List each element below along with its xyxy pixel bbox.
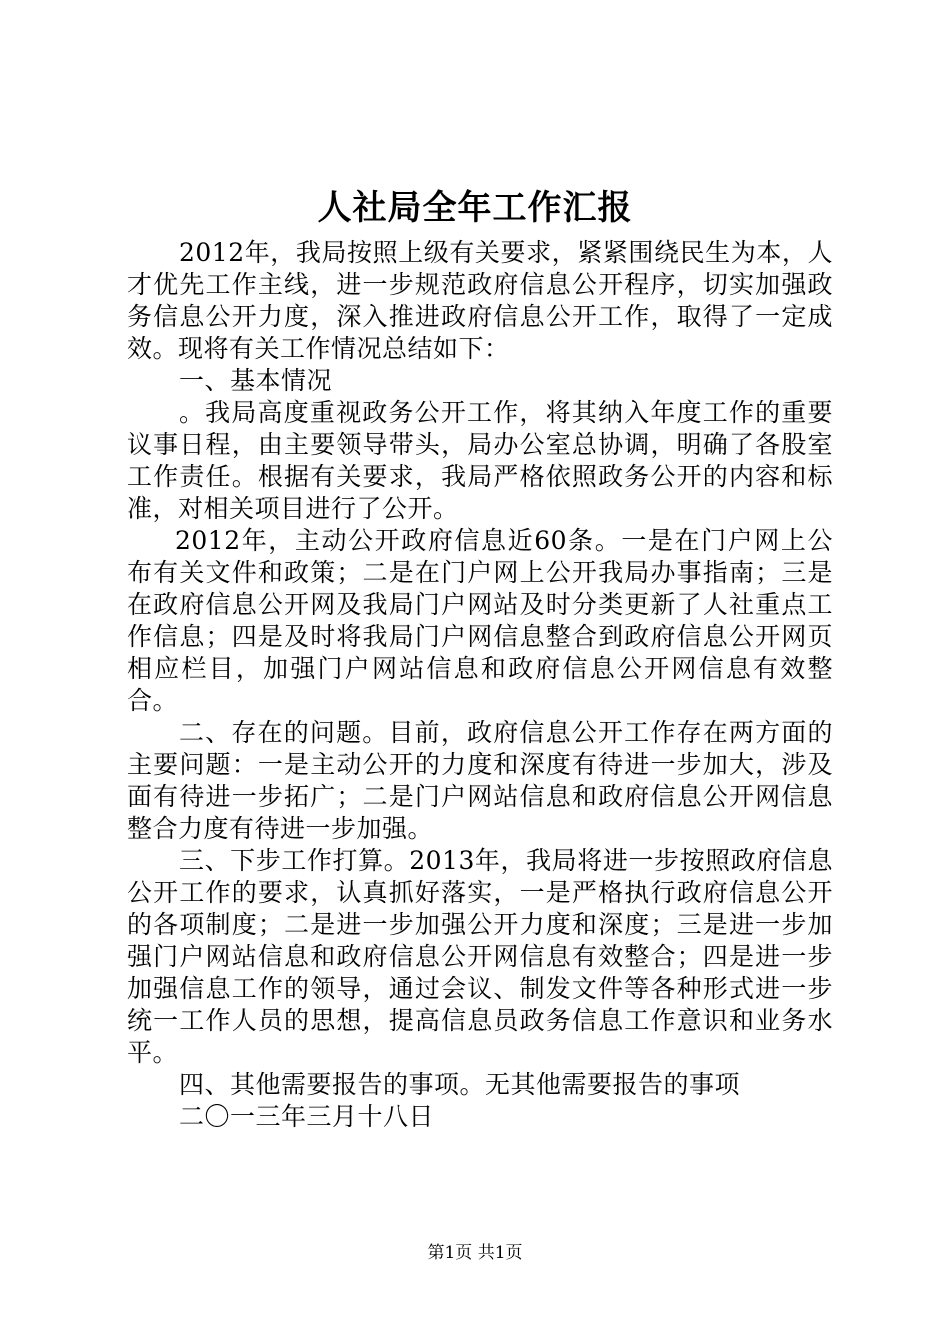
document-title: 人社局全年工作汇报 xyxy=(317,188,633,228)
document-body xyxy=(127,237,833,1133)
document-date: 二〇一三年三月十八日 xyxy=(179,1102,435,1131)
intro-paragraph: 2012年，我局按照上级有关要求，紧紧围绕民生为本，人才优先工作主线，进一步规范政府信息公开程序，切实加强政务信息公开力度，深入推进政府信息公开工作，取得了一定成效。现将有关工作情况总结如下： xyxy=(127,238,833,363)
basic-situation-paragraph: 。我局高度重视政务公开工作，将其纳入年度工作的重要议事日程，由主要领导带头，局办公室总协调，明确了各股室工作责任。根据有关要求，我局严格依照政务公开的内容和标准，对相关项目进行了公开。 xyxy=(127,398,833,523)
problems-paragraph: 二、存在的问题。目前，政府信息公开工作存在两方面的主要问题：一是主动公开的力度和深度有待进一步加大，涉及面有待进一步拓广；二是门户网站信息和政府信息公开网信息整合力度有待进一步加强。 xyxy=(127,718,833,843)
section-heading-basic: 一、基本情况 xyxy=(179,366,333,395)
next-steps-paragraph: 三、下步工作打算。2013年，我局将进一步按照政府信息公开工作的要求，认真抓好落实，一是严格执行政府信息公开的各项制度；二是进一步加强公开力度和深度；三是进一步加强门户网站信息和政府信息公开网信息有效整合；四是进一步加强信息工作的领导，通过会议、制发文件等各种形式进一步统一工作人员的思想，提高信息员政务信息工作意识和业务水平。 xyxy=(127,846,833,1067)
page-number-footer: 第1页 共1页 xyxy=(427,1243,523,1263)
other-matters-paragraph: 四、其他需要报告的事项。无其他需要报告的事项 xyxy=(179,1070,741,1099)
disclosure-paragraph: 2012年，主动公开政府信息近60条。一是在门户网上公布有关文件和政策；二是在门户网上公开我局办事指南；三是在政府信息公开网及我局门户网站及时分类更新了人社重点工作信息；四是及时将我局门户网信息整合到政府信息公开网页相应栏目，加强门户网站信息和政府信息公开网信息有效整合。 xyxy=(127,526,833,715)
